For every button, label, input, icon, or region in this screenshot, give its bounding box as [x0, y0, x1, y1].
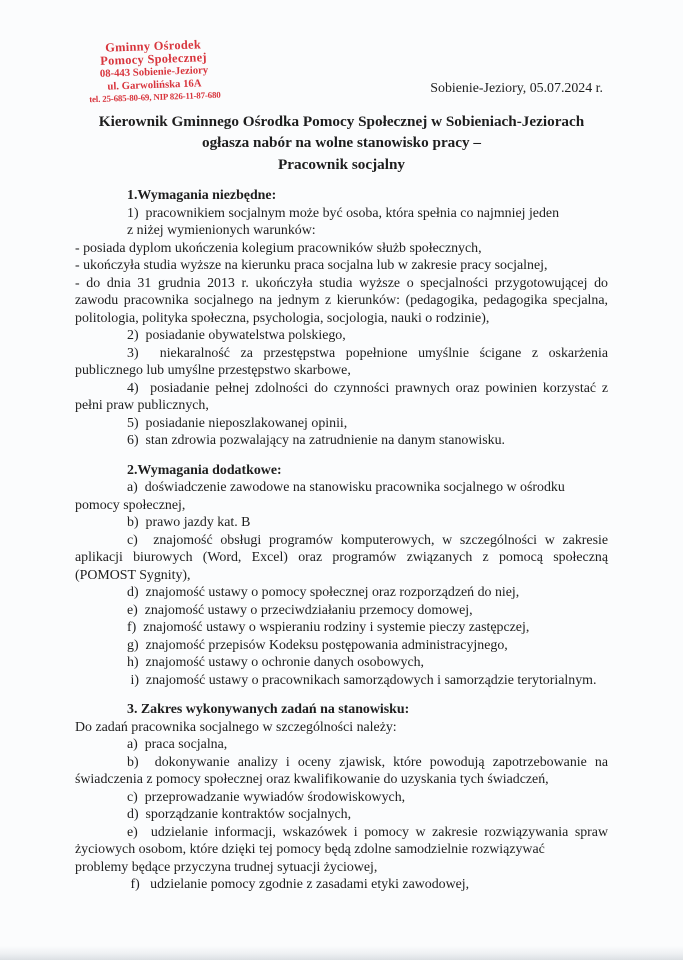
doc-line: Do zadań pracownika socjalnego w szczególności należy:: [75, 719, 397, 735]
doc-line: 5) posiadanie nieposzlakowanej opinii,: [127, 415, 348, 431]
doc-line: aplikacji biurowych (Word, Excel) oraz programów związanych z pomocą społeczną: [75, 550, 608, 565]
doc-line: 4) posiadanie pełnej zdolności do czynności prawnych oraz powinien korzystać z: [127, 380, 608, 396]
doc-line: 1) pracownikiem socjalnym może być osoba, która spełnia co najmniej jeden: [127, 205, 560, 221]
doc-line: 3) niekaralność za przestępstwa popełnione umyślnie ścigane z oskarżenia: [127, 345, 608, 361]
doc-line: g) znajomość przepisów Kodeksu postępowania administracyjnego,: [127, 637, 508, 653]
section-heading: 3. Zakres wykonywanych zadań na stanowisku:: [127, 702, 410, 717]
doc-line: d) znajomość ustawy o pomocy społecznej oraz rozporządzeń do niej,: [127, 585, 520, 600]
doc-line: 2) posiadanie obywatelstwa polskiego,: [127, 328, 346, 343]
stamp-line: 08-443 Sobienie-Jeziory: [99, 64, 209, 81]
doc-line: d) sporządzanie kontraktów socjalnych,: [127, 807, 352, 822]
stamp-line: Gminny Ośrodek: [104, 37, 202, 55]
section-heading: 2.Wymagania dodatkowe:: [127, 462, 282, 478]
doc-line: a) doświadczenie zawodowe na stanowisku pracownika socjalnego w ośrodku: [127, 480, 565, 495]
doc-line: f) znajomość ustawy o wspieraniu rodziny i systemie pieczy zastępczej,: [127, 620, 530, 635]
title-line: Pracownik socjalny: [278, 155, 405, 173]
doc-line: b) prawo jazdy kat. B: [127, 515, 251, 530]
doc-line: pełni praw publicznych,: [75, 398, 209, 413]
doc-line: - ukończyła studia wyższe na kierunku praca socjalna lub w zakresie pracy socjalnej,: [75, 258, 548, 273]
doc-line: (POMOST Sygnity),: [75, 567, 191, 583]
doc-line: świadczenia z pomocy społecznej oraz kwalifikowanie do uzyskania tych świadczeń,: [75, 772, 549, 787]
doc-line: życiowych osobom, które dzięki tej pomocy będą zdolne samodzielnie rozwiązywać: [75, 842, 545, 857]
doc-line: e) udzielanie informacji, wskazówek i pomocy w zakresie rozwiązywania spraw: [127, 824, 608, 840]
stamp-line: Pomocy Społecznej: [100, 50, 208, 69]
doc-line: problemy będące przyczyna trudnej sytuacji życiowej,: [75, 859, 378, 875]
doc-line: 6) stan zdrowia pozwalający na zatrudnienie na danym stanowisku.: [127, 433, 506, 448]
doc-line: politologia, polityka społeczna, psychologia, socjologia, nauki o rodzinie),: [75, 310, 490, 326]
doc-line: zawodu pracownika socjalnego na jednym z kierunków: (pedagogika, pedagogika specjalna,: [75, 293, 608, 308]
doc-line: z niżej wymienionych warunków:: [127, 223, 316, 238]
doc-line: h) znajomość ustawy o ochronie danych osobowych,: [127, 655, 425, 670]
doc-line: pomocy społecznej,: [75, 497, 186, 513]
doc-line: c) przeprowadzanie wywiadów środowiskowych,: [127, 789, 406, 805]
stamp-line: tel. 25-685-80-69, NIP 826-11-87-680: [89, 89, 221, 105]
doc-line: f) udzielanie pomocy zgodnie z zasadami etyki zawodowej,: [127, 877, 470, 892]
doc-line: e) znajomość ustawy o przeciwdziałaniu przemocy domowej,: [127, 602, 473, 618]
doc-line: publicznego lub umyślne przestępstwo skarbowe,: [75, 363, 351, 378]
document-content: [75, 0, 608, 894]
doc-line: c) znajomość obsługi programów komputerowych, w szczególności w zakresie: [127, 532, 608, 548]
dateline: Sobienie-Jeziory, 05.07.2024 r.: [430, 81, 603, 96]
title-line: ogłasza nabór na wolne stanowisko pracy –: [201, 134, 482, 151]
doc-line: i) znajomość ustawy o pracownikach samorządowych i samorządzie terytorialnym.: [127, 672, 597, 688]
doc-line: - do dnia 31 grudnia 2013 r. ukończyła studia wyższe o specjalności przygotowującej do: [75, 275, 608, 291]
stamp-line: ul. Garwolińska 16A: [107, 77, 202, 93]
scan-bottom-shadow: [0, 946, 683, 960]
doc-line: a) praca socjalna,: [127, 737, 228, 752]
doc-line: b) dokonywanie analizy i oceny zjawisk, które powodują zapotrzebowanie na: [127, 754, 608, 770]
document-body: [75, 187, 608, 894]
document-title: [75, 111, 608, 176]
title-line: Kierownik Gminnego Ośrodka Pomocy Społecznej w Sobieniach-Jeziorach: [98, 112, 585, 130]
section-heading: 1.Wymagania niezbędne:: [127, 188, 277, 203]
doc-line: - posiada dyplom ukończenia kolegium pracowników służb społecznych,: [75, 240, 482, 256]
